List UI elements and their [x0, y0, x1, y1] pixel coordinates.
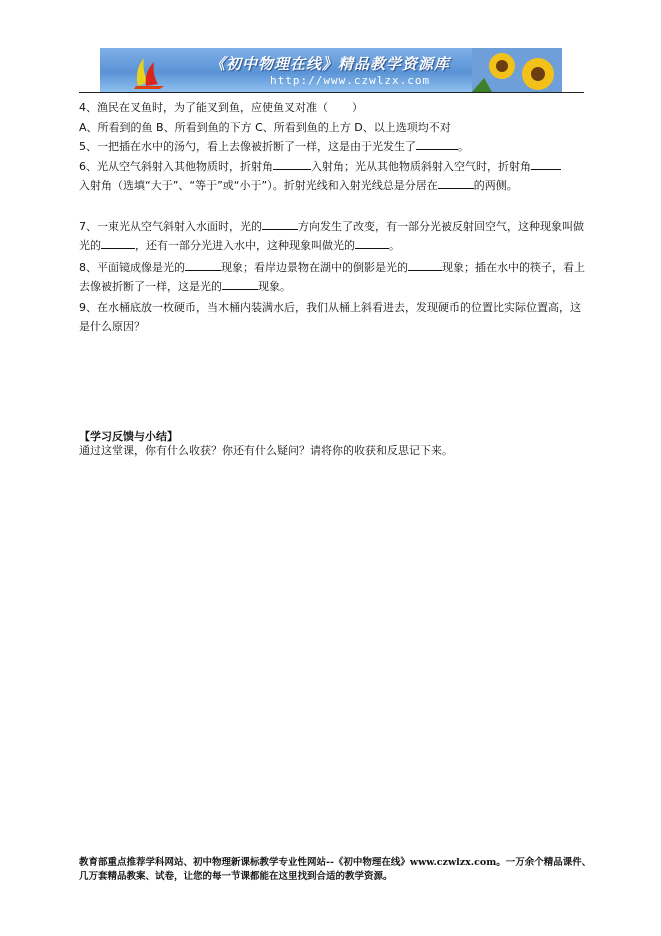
question-7-text-4: 。: [389, 239, 400, 252]
question-6-text-2: 入射角；光从其他物质斜射入空气时，折射角: [311, 160, 531, 173]
question-6-text-3: 入射角（选填“大于”、“等于”或“小于”）。折射光线和入射光线总是分居在: [79, 179, 438, 192]
answer-blank: [416, 138, 458, 150]
site-title: 《初中物理在线》精品教学资源库: [210, 55, 451, 73]
answer-blank: [355, 237, 389, 249]
answer-blank: [222, 278, 258, 290]
question-6-text-1: 6、光从空气斜射入其他物质时，折射角: [79, 160, 273, 173]
question-5-end: 。: [458, 140, 469, 153]
question-4-close: ）: [352, 101, 363, 114]
question-4-options: A、所看到的鱼 B、所看到鱼的下方 C、所看到鱼的上方 D、以上选项均不对: [79, 121, 451, 134]
question-8-text-1: 8、平面镜成像是光的: [79, 261, 185, 274]
answer-blank: [262, 218, 298, 230]
question-6-text-4: 的两侧。: [473, 179, 518, 192]
answer-blank: [531, 158, 561, 170]
answer-blank: [185, 259, 221, 271]
header-banner: [100, 48, 562, 92]
question-5: [79, 137, 589, 156]
feedback-prompt: 通过这堂课，你有什么收获？你还有什么疑问？请将你的收获和反思记下来。: [79, 444, 453, 457]
sunflower-icon: [472, 48, 562, 92]
question-8-text-4: 现象。: [258, 280, 291, 293]
site-url[interactable]: http://www.czwlzx.com: [270, 74, 431, 87]
question-4: [79, 98, 589, 117]
feedback-heading: 【学习反馈与小结】: [79, 430, 178, 443]
question-7-text-1: 7、一束光从空气斜射入水面时，光的: [79, 220, 262, 233]
question-5-text: 5、一把插在水中的汤勺，看上去像被折断了一样，这是由于光发生了: [79, 140, 416, 153]
answer-blank: [408, 259, 442, 271]
question-6: [79, 157, 589, 195]
question-7-text-3: ，还有一部分光进入水中，这种现象叫做光的: [135, 239, 355, 252]
question-8-text-3: 现象；插在水中的筷子，看上去像被折断了一样，这是光的: [79, 261, 585, 293]
site-logo-icon: [130, 52, 170, 90]
page-footer: 教育部重点推荐学科网站、初中物理新课标教学专业性网站--《初中物理在线》www.czwlzx.com。一万余个精品课件、几万套精品教案、试卷，让您的每一节课都能在这里找到合适的教学资源。: [79, 857, 592, 882]
header-divider: [79, 92, 584, 93]
question-8-text-2: 现象；看岸边景物在湖中的倒影是光的: [221, 261, 408, 274]
answer-blank: [438, 177, 474, 189]
question-4-stem: 4、渔民在叉鱼时，为了能叉到鱼，应使鱼叉对准（: [79, 101, 328, 114]
answer-blank: [273, 158, 311, 170]
question-9: 9、在水桶底放一枚硬币，当木桶内装满水后，我们从桶上斜看进去，发现硬币的位置比实际位置高，这是什么原因？: [79, 301, 581, 333]
question-7-text-2: 方向发生了改变，有一部分光被反射回空气，这种现象叫做光的: [79, 220, 584, 252]
question-7: [79, 217, 589, 255]
question-8: [79, 258, 589, 296]
answer-blank: [101, 237, 135, 249]
